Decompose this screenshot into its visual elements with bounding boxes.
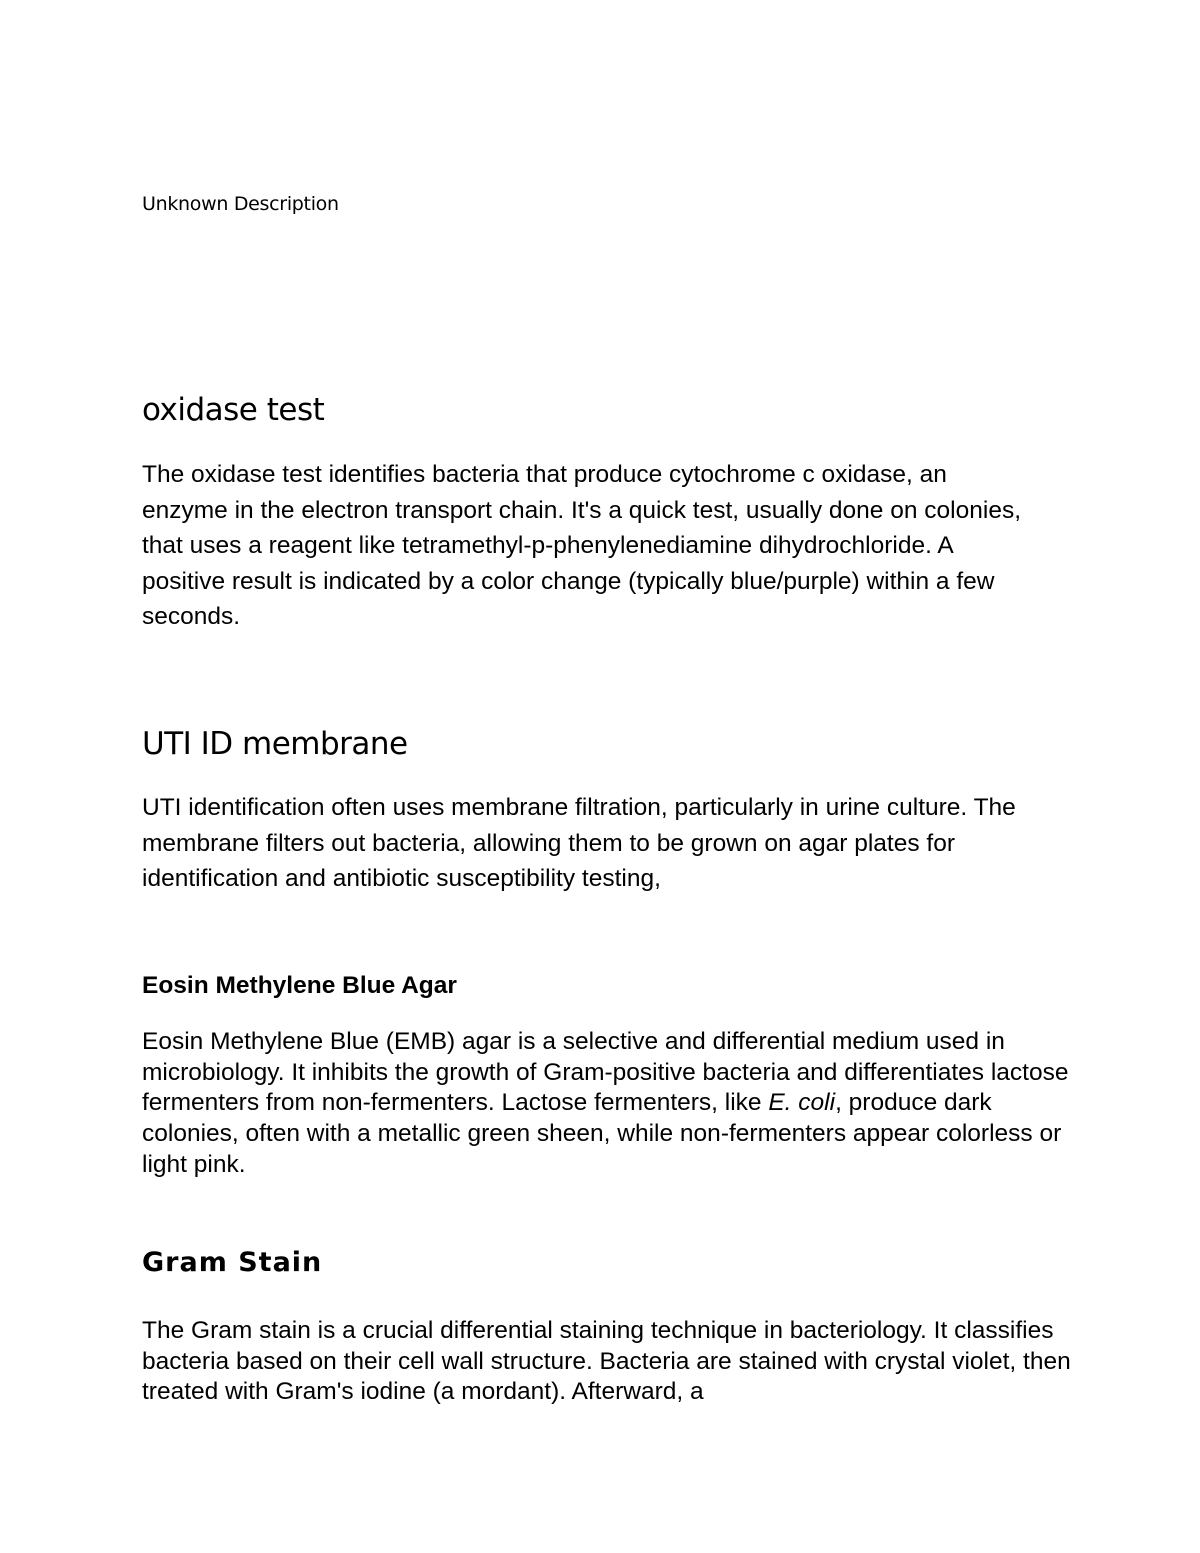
emb-title: Eosin Methylene Blue Agar xyxy=(142,972,457,999)
document-header: Unknown Description xyxy=(142,193,339,215)
uti-paragraph: UTI identification often uses membrane filtration, particularly in urine culture. The membrane filters out bacteria, allowing them to be grown on agar plates for identification and antibiotic susceptibility testing, xyxy=(142,794,1016,892)
uti-title: UTI ID membrane xyxy=(142,726,408,762)
gram-stain-title: Gram Stain xyxy=(142,1247,323,1278)
oxidase-title: oxidase test xyxy=(142,392,325,428)
emb-organism: E. coli xyxy=(768,1089,836,1117)
emb-text-end: , produce dark colonies, often with a metallic green sheen, while non-fermenters appear colorless or light pink. xyxy=(142,1089,1062,1178)
emb-paragraph xyxy=(142,1027,1072,1181)
gram-stain-paragraph: The Gram stain is a crucial differential staining technique in bacteriology. It classifies bacteria based on their cell wall structure. Bacteria are stained with crystal violet, then treated with Gram's iodine (a mordant). Afterward, a xyxy=(142,1317,1071,1406)
emb-text-start: Eosin Methylene Blue (EMB) agar is a selective and differential medium used in microbiology. It inhibits the growth of Gram-positive bacteria and differentiates lactose fermenters from non-fermenters. Lactose fermenters, like xyxy=(142,1028,1069,1117)
oxidase-paragraph: The oxidase test identifies bacteria that produce cytochrome c oxidase, an enzyme in the electron transport chain. It's a quick test, usually done on colonies, that uses a reagent like tetramethyl-p-phenylenediamine dihydrochloride. A positive result is indicated by a color change (typically blue/purple) within a few seconds. xyxy=(142,461,1021,630)
